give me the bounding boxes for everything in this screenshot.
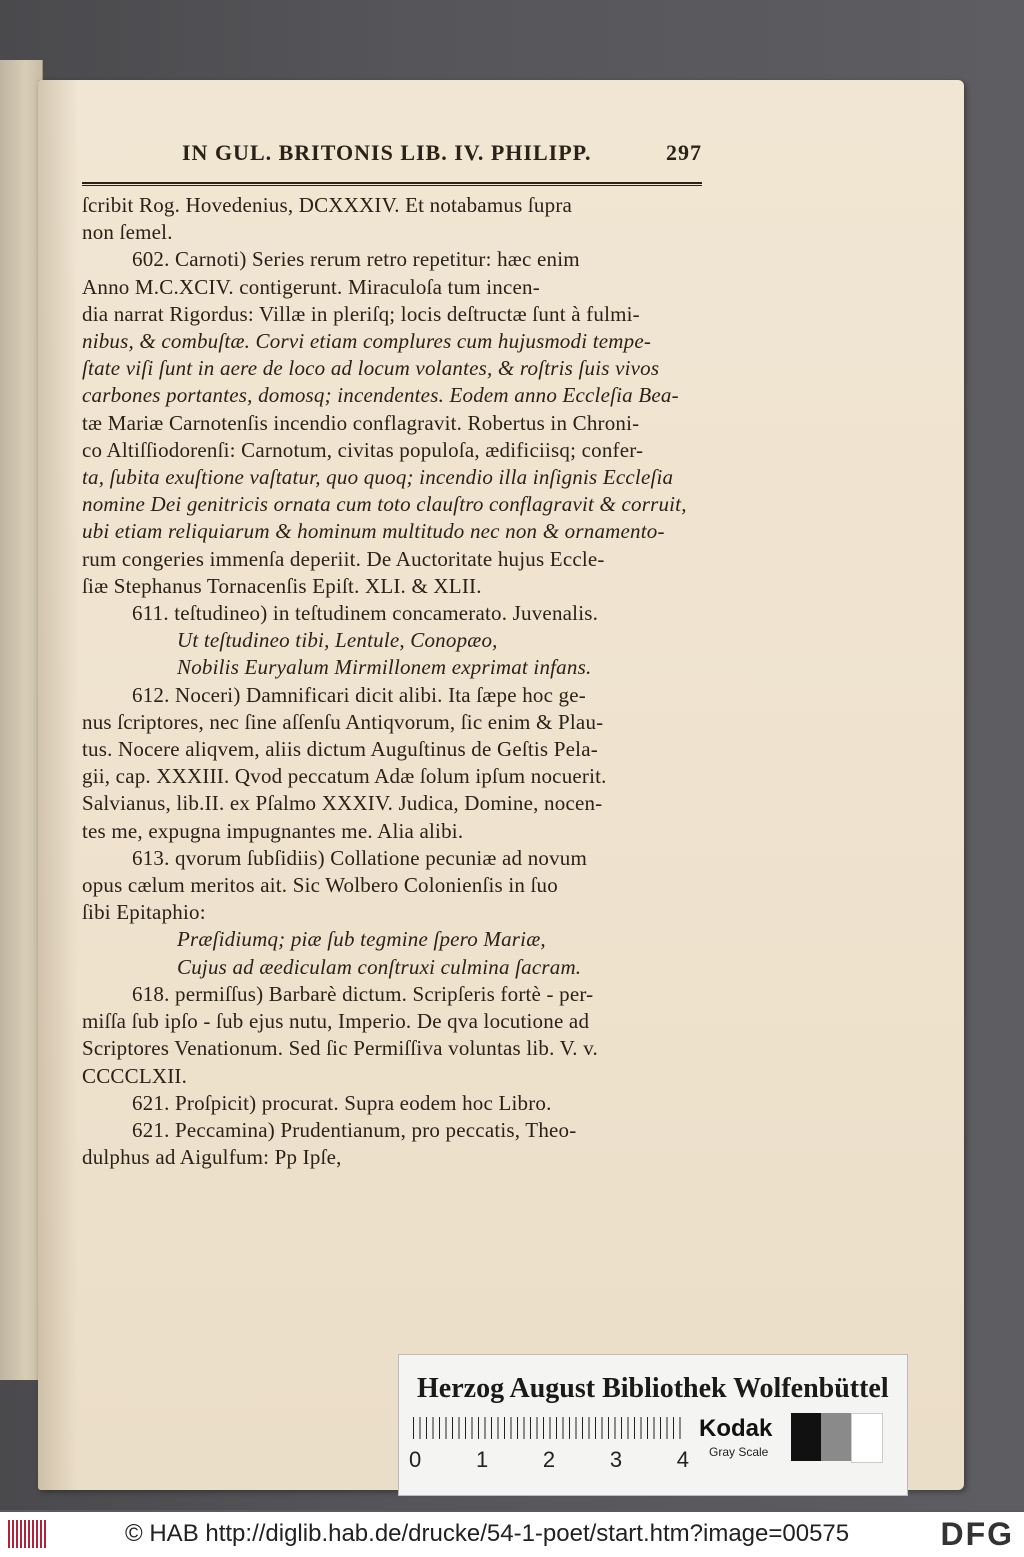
- text-line: rum congeries immenſa deperiit. De Auctoritate hujus Eccle-: [82, 546, 605, 571]
- text-line: gii, cap. XXXIII. Qvod peccatum Adæ ſolum ipſum nocuerit.: [82, 764, 607, 789]
- text-line: tus. Nocere aliqvem, aliis dictum Auguſtinus de Geſtis Pela-: [82, 737, 598, 762]
- color-target: [398, 1354, 908, 1496]
- body-text: [82, 192, 702, 1171]
- text-line: 621. Proſpicit) procurat. Supra eodem hoc Libro.: [132, 1090, 552, 1115]
- text-line: co Altiſſiodorenſi: Carnotum, civitas populoſa, ædificiisq; confer-: [82, 437, 644, 462]
- ruler-number: 1: [475, 1447, 489, 1472]
- text-line: ſtate viſi ſunt in aere de loco ad locum volantes, & roſtris ſuis vivos: [82, 356, 660, 381]
- ruler-number: 2: [542, 1447, 556, 1472]
- text-line: opus cælum meritos ait. Sic Wolbero Colonienſis in ſuo: [82, 873, 558, 898]
- text-line: 612. Noceri) Damnificari dicit alibi. Ita ſæpe hoc ge-: [132, 682, 586, 707]
- text-line: non ſemel.: [82, 220, 173, 245]
- head-rule: [82, 182, 702, 186]
- text-line: 602. Carnoti) Series rerum retro repetitur: hæc enim: [132, 247, 580, 272]
- footer-link[interactable]: © HAB http://diglib.hab.de/drucke/54-1-poet/start.htm?image=00575: [125, 1520, 850, 1547]
- dfg-logo: DFG: [940, 1516, 1014, 1552]
- text-line: Ut teſtudineo tibi, Lentule, Conopæo,: [177, 628, 498, 653]
- text-line: 613. qvorum ſubſidiis) Collatione pecuniæ ad novum: [132, 845, 588, 870]
- ruler: [413, 1417, 683, 1439]
- swatch-gray: [821, 1413, 851, 1461]
- text-line: Anno M.C.XCIV. contigerunt. Miraculoſa tum incen-: [82, 274, 540, 299]
- text-line: Cujus ad æediculam conſtruxi culmina ſacram.: [177, 954, 582, 979]
- text-line: tæ Mariæ Carnotenſis incendio conflagravit. Robertus in Chroni-: [82, 410, 640, 435]
- ruler-number: 3: [609, 1447, 623, 1472]
- text-line: ubi etiam reliquiarum & hominum multitudo nec non & ornamento-: [82, 519, 665, 544]
- text-line: 621. Peccamina) Prudentianum, pro peccatis, Theo-: [132, 1117, 577, 1142]
- text-line: dulphus ad Aigulfum: Pp Ipſe,: [82, 1145, 342, 1170]
- text-line: ſibi Epitaphio:: [82, 900, 206, 925]
- left-page-edge: [0, 60, 43, 1380]
- page-gutter: [38, 80, 78, 1490]
- text-line: 611. teſtudineo) in teſtudinem concamerato. Juvenalis.: [132, 601, 599, 626]
- ruler-number: 4: [676, 1447, 689, 1472]
- text-line: nus ſcriptores, nec ſine aſſenſu Antiqvorum, ſic enim & Plau-: [82, 709, 604, 734]
- library-name: Herzog August Bibliothek Wolfenbüttel: [417, 1373, 889, 1404]
- text-line: Nobilis Euryalum Mirmillonem exprimat infans.: [177, 655, 592, 680]
- barcode-icon: [8, 1520, 48, 1548]
- text-line: nibus, & combuſtæ. Corvi etiam complures cum hujusmodi tempe-: [82, 329, 652, 354]
- text-line: ta, ſubita exuſtione vaſtatur, quo quoq; incendio illa inſignis Eccleſia: [82, 465, 674, 490]
- swatch-black: [791, 1413, 821, 1461]
- text-line: ſcribit Rog. Hovedenius, DCXXXIV. Et notabamus ſupra: [82, 193, 573, 217]
- swatch-white: [851, 1413, 883, 1463]
- page-text: [82, 140, 702, 1171]
- running-head: [182, 140, 702, 176]
- text-line: 618. permiſſus) Barbarè dictum. Scripſeris fortè - per-: [132, 981, 594, 1006]
- text-line: Salvianus, lib.II. ex Pſalmo XXXIV. Judica, Domine, nocen-: [82, 791, 603, 816]
- gray-scale-label: Gray Scale: [709, 1445, 769, 1459]
- text-line: tes me, expugna impugnantes me. Alia alibi.: [82, 818, 464, 843]
- text-line: nomine Dei genitricis ornata cum toto clauſtro conflagravit & corruit,: [82, 492, 687, 517]
- running-head-title: IN GUL. BRITONIS LIB. IV. PHILIPP.: [182, 140, 592, 165]
- ruler-numbers: [409, 1447, 689, 1473]
- text-line: dia narrat Rigordus: Villæ in pleriſq; locis deſtructæ ſunt à fulmi-: [82, 301, 640, 326]
- text-line: ſiæ Stephanus Tornacenſis Epiſt. XLI. & XLII.: [82, 573, 482, 598]
- footer-bar: [0, 1512, 1024, 1557]
- page-number: 297: [666, 140, 702, 165]
- kodak-brand: Kodak: [699, 1415, 773, 1442]
- text-line: Scriptores Venationum. Sed ſic Permiſſiva voluntas lib. V. v.: [82, 1036, 598, 1061]
- text-line: Præſidiumq; piæ ſub tegmine ſpero Mariæ,: [177, 927, 546, 952]
- text-line: carbones portantes, domosq; incendentes. Eodem anno Eccleſia Bea-: [82, 383, 679, 408]
- text-line: miſſa ſub ipſo - ſub ejus nutu, Imperio. De qva locutione ad: [82, 1009, 590, 1034]
- text-line: CCCCLXII.: [82, 1063, 188, 1088]
- ruler-number: 0: [409, 1447, 422, 1472]
